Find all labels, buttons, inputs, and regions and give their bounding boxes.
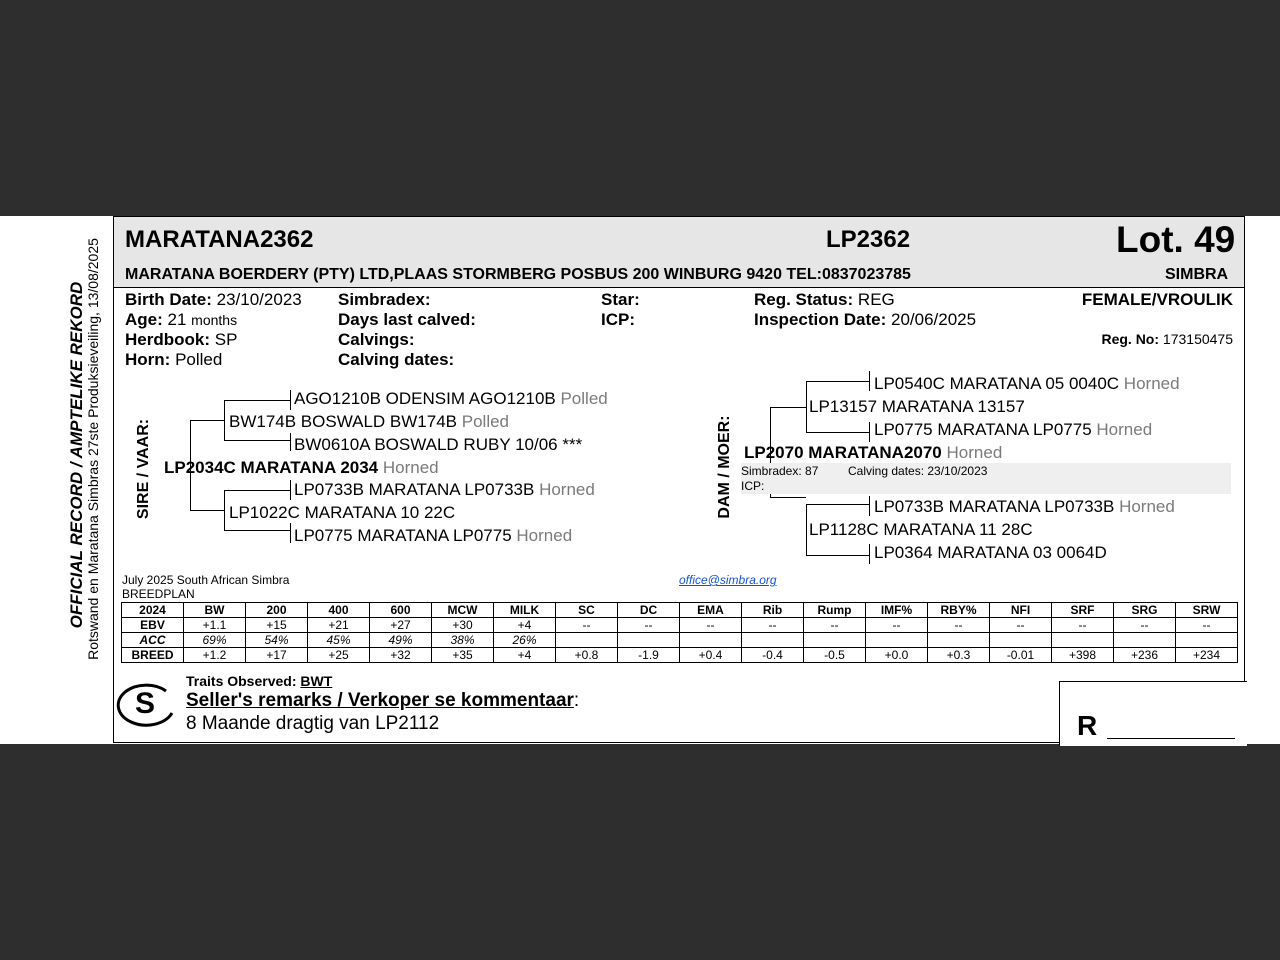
sire-sire: BW174B BOSWALD BW174B Polled bbox=[229, 412, 510, 431]
table-cell bbox=[990, 633, 1052, 648]
table-cell: +15 bbox=[246, 618, 308, 633]
sire: LP2034C MARATANA 2034 Horned bbox=[164, 458, 439, 477]
owner-details: MARATANA BOERDERY (PTY) LTD,PLAAS STORMBERG POSBUS 200 WINBURG 9420 TEL:0837023785 bbox=[125, 266, 911, 283]
dam-sire: LP13157 MARATANA 13157 bbox=[809, 397, 1025, 416]
table-header-cell: IMF% bbox=[866, 603, 928, 618]
table-cell: +17 bbox=[246, 648, 308, 663]
table-cell: 26% bbox=[494, 633, 556, 648]
animal-id: LP2362 bbox=[826, 226, 911, 253]
table-cell: -- bbox=[556, 618, 618, 633]
dam-tree-line bbox=[869, 496, 870, 516]
dam-details bbox=[741, 463, 1231, 494]
dam-calving-dates: Calving dates: 23/10/2023 bbox=[848, 464, 988, 478]
email-link[interactable]: office@simbra.org bbox=[679, 573, 777, 587]
table-cell: 69% bbox=[184, 633, 246, 648]
table-cell: -- bbox=[680, 618, 742, 633]
sire-tree-line bbox=[224, 530, 290, 531]
r-signature-line[interactable] bbox=[1107, 738, 1235, 739]
table-cell bbox=[618, 633, 680, 648]
reg-no-field: Reg. No: 173150475 bbox=[1101, 331, 1233, 347]
table-cell: +398 bbox=[1052, 648, 1114, 663]
table-cell: -- bbox=[928, 618, 990, 633]
logo-letter: S bbox=[135, 687, 156, 720]
table-cell: +35 bbox=[432, 648, 494, 663]
table-cell: +1.1 bbox=[184, 618, 246, 633]
table-cell bbox=[680, 633, 742, 648]
inspection-date-field: Inspection Date: 20/06/2025 bbox=[754, 310, 977, 329]
table-cell: -- bbox=[990, 618, 1052, 633]
calvings-label: Calvings: bbox=[338, 330, 415, 349]
r-signature-box bbox=[1059, 681, 1247, 746]
dam-tree-line bbox=[806, 504, 869, 505]
dam-sire-sire: LP0540C MARATANA 05 0040C Horned bbox=[874, 374, 1180, 393]
table-cell: -- bbox=[804, 618, 866, 633]
sire-tree-line bbox=[224, 400, 225, 420]
row-header-cell: ACC bbox=[122, 633, 184, 648]
dam: LP2070 MARATANA2070 Horned bbox=[744, 443, 1003, 462]
horn-field: Horn: Polled bbox=[125, 350, 223, 369]
table-header-cell: RBY% bbox=[928, 603, 990, 618]
dam-tree-line bbox=[806, 555, 869, 556]
table-cell: +30 bbox=[432, 618, 494, 633]
sire-label: SIRE / VAAR: bbox=[135, 418, 152, 520]
table-cell: 54% bbox=[246, 633, 308, 648]
table-header-cell: SRF bbox=[1052, 603, 1114, 618]
table-cell: -- bbox=[1176, 618, 1238, 633]
table-cell: +32 bbox=[370, 648, 432, 663]
header-bar bbox=[114, 217, 1244, 264]
dam-tree-line bbox=[806, 504, 807, 556]
age-field: Age: 21 months bbox=[125, 310, 238, 329]
table-cell bbox=[556, 633, 618, 648]
sire-tree-line bbox=[290, 433, 291, 451]
table-cell: +0.3 bbox=[928, 648, 990, 663]
sire-tree-line bbox=[190, 420, 224, 421]
table-cell: 38% bbox=[432, 633, 494, 648]
table-header-row bbox=[122, 603, 1238, 618]
dam-icp: ICP: bbox=[741, 479, 765, 493]
simbradex-label: Simbradex: bbox=[338, 290, 431, 309]
row-header-cell: BREED bbox=[122, 648, 184, 663]
table-cell: +21 bbox=[308, 618, 370, 633]
table-header-cell: SRG bbox=[1114, 603, 1176, 618]
document-page bbox=[0, 216, 1280, 744]
table-cell bbox=[1176, 633, 1238, 648]
sire-tree-line bbox=[190, 510, 224, 511]
sire-tree-line bbox=[224, 440, 290, 441]
table-cell: -- bbox=[618, 618, 680, 633]
table-cell: +25 bbox=[308, 648, 370, 663]
row-header-cell: EBV bbox=[122, 618, 184, 633]
remarks-text: 8 Maande dragtig van LP2112 bbox=[186, 713, 440, 734]
sire-tree-line bbox=[224, 490, 225, 510]
table-cell: -1.9 bbox=[618, 648, 680, 663]
icp-label: ICP: bbox=[601, 310, 635, 329]
table-cell: +0.4 bbox=[680, 648, 742, 663]
traits-observed: Traits Observed: BWT bbox=[186, 673, 333, 689]
evaluation-title: July 2025 South African Simbra bbox=[122, 573, 290, 587]
sire-sire-dam: BW0610A BOSWALD RUBY 10/06 *** bbox=[294, 435, 583, 454]
table-header-cell: SC bbox=[556, 603, 618, 618]
table-cell bbox=[1114, 633, 1176, 648]
dam-tree-line bbox=[806, 381, 869, 382]
star-label: Star: bbox=[601, 290, 640, 309]
dam-tree-line bbox=[869, 371, 870, 391]
table-cell: -0.5 bbox=[804, 648, 866, 663]
table-cell bbox=[804, 633, 866, 648]
birth-date-field: Birth Date: 23/10/2023 bbox=[125, 290, 302, 309]
table-header-cell: NFI bbox=[990, 603, 1052, 618]
sire-dam-dam: LP0775 MARATANA LP0775 Horned bbox=[294, 526, 573, 545]
table-cell: +4 bbox=[494, 648, 556, 663]
evaluation-source: BREEDPLAN bbox=[122, 587, 195, 601]
table-header-cell: 200 bbox=[246, 603, 308, 618]
table-cell bbox=[928, 633, 990, 648]
dam-dam: LP1128C MARATANA 11 28C bbox=[809, 520, 1033, 539]
table-header-cell: 400 bbox=[308, 603, 370, 618]
table-header-cell: MCW bbox=[432, 603, 494, 618]
table-row bbox=[122, 633, 1238, 648]
dam-tree-line bbox=[770, 497, 806, 498]
dam-dam-sire: LP0733B MARATANA LP0733B Horned bbox=[874, 497, 1175, 516]
dam-label: DAM / MOER: bbox=[716, 415, 733, 519]
table-header-cell: DC bbox=[618, 603, 680, 618]
reg-status-field: Reg. Status: REG bbox=[754, 290, 895, 309]
table-header-cell: Rib bbox=[742, 603, 804, 618]
table-cell: 45% bbox=[308, 633, 370, 648]
table-cell bbox=[866, 633, 928, 648]
table-cell: +27 bbox=[370, 618, 432, 633]
table-header-cell: BW bbox=[184, 603, 246, 618]
table-header-cell: 600 bbox=[370, 603, 432, 618]
table-header-cell: Rump bbox=[804, 603, 866, 618]
sire-tree-line bbox=[290, 523, 291, 543]
dam-sire-dam: LP0775 MARATANA LP0775 Horned bbox=[874, 420, 1153, 439]
sire-tree-line bbox=[224, 420, 225, 440]
record-card bbox=[113, 216, 1245, 743]
table-cell bbox=[742, 633, 804, 648]
sire-sire-sire: AGO1210B ODENSIM AGO1210B Polled bbox=[294, 389, 608, 408]
table-cell: +0.0 bbox=[866, 648, 928, 663]
table-cell: +4 bbox=[494, 618, 556, 633]
days-last-calved-label: Days last calved: bbox=[338, 310, 476, 329]
sire-tree-line bbox=[290, 390, 291, 410]
table-header-cell: SRW bbox=[1176, 603, 1238, 618]
table-cell: -0.4 bbox=[742, 648, 804, 663]
table-cell: +236 bbox=[1114, 648, 1176, 663]
dam-tree-line bbox=[806, 381, 807, 433]
sire-tree-line bbox=[224, 510, 225, 530]
auction-label: Rotswand en Maratana Simbras 27ste Produksieveiling, 13/08/2025 bbox=[85, 238, 101, 660]
sire-dam-sire: LP0733B MARATANA LP0733B Horned bbox=[294, 480, 595, 499]
table-cell: 49% bbox=[370, 633, 432, 648]
sire-dam: LP1022C MARATANA 10 22C bbox=[229, 503, 456, 522]
table-header-cell: MILK bbox=[494, 603, 556, 618]
table-cell: +234 bbox=[1176, 648, 1238, 663]
breed-name: SIMBRA bbox=[1165, 266, 1229, 283]
table-header-cell: 2024 bbox=[122, 603, 184, 618]
table-row bbox=[122, 648, 1238, 663]
sex-label: FEMALE/VROULIK bbox=[1081, 290, 1233, 309]
herdbook-field: Herdbook: SP bbox=[125, 330, 238, 349]
r-label: R bbox=[1077, 710, 1098, 741]
calving-dates-label: Calving dates: bbox=[338, 350, 455, 369]
table-row bbox=[122, 618, 1238, 633]
table-cell: -- bbox=[866, 618, 928, 633]
table-cell: +1.2 bbox=[184, 648, 246, 663]
table-cell bbox=[1052, 633, 1114, 648]
table-cell: -- bbox=[742, 618, 804, 633]
dam-tree-line bbox=[770, 407, 806, 408]
ebv-table bbox=[121, 602, 1238, 663]
sire-tree-line bbox=[224, 400, 290, 401]
dam-dam-dam: LP0364 MARATANA 03 0064D bbox=[874, 543, 1107, 562]
dam-tree-line bbox=[806, 432, 869, 433]
sire-tree-line bbox=[290, 480, 291, 500]
owner-bar bbox=[114, 263, 1244, 288]
dam-tree-line bbox=[869, 544, 870, 564]
lot-number: Lot. 49 bbox=[1116, 219, 1236, 260]
dam-simbradex: Simbradex: 87 bbox=[741, 464, 819, 478]
sire-tree-line bbox=[224, 490, 290, 491]
official-record-label: OFFICIAL RECORD / AMPTELIKE REKORD bbox=[67, 281, 86, 629]
table-header-cell: EMA bbox=[680, 603, 742, 618]
animal-name: MARATANA2362 bbox=[125, 226, 314, 253]
table-cell: +0.8 bbox=[556, 648, 618, 663]
table-cell: -- bbox=[1114, 618, 1176, 633]
simbra-logo bbox=[116, 683, 174, 727]
remarks-heading: Seller's remarks / Verkoper se kommentaar: bbox=[186, 690, 580, 711]
table-cell: -- bbox=[1052, 618, 1114, 633]
table-cell: -0.01 bbox=[990, 648, 1052, 663]
dam-tree-line bbox=[869, 422, 870, 442]
